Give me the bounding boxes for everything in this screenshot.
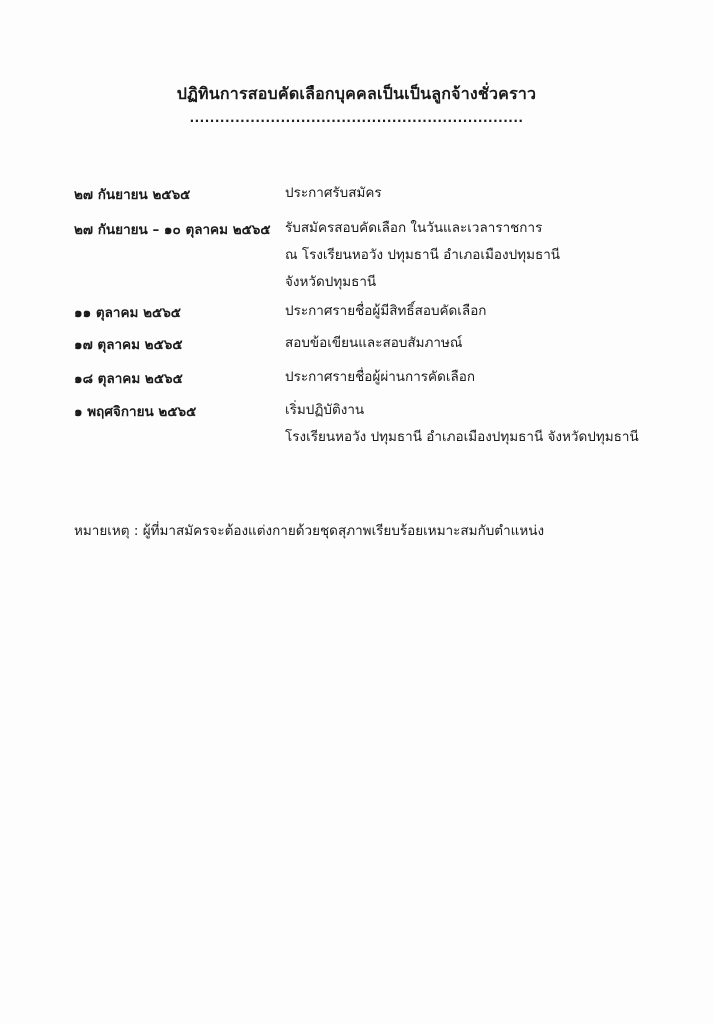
description-line: สอบข้อเขียนและสอบสัมภาษณ์ <box>285 335 463 351</box>
schedule-date: ๒๗ กันยายน – ๑๐ ตุลาคม ๒๕๖๕ <box>74 222 271 238</box>
schedule-description <box>285 183 382 210</box>
schedule-description <box>285 218 560 299</box>
description-line: รับสมัครสอบคัดเลือก ในวันและเวลาราชการ <box>285 220 543 236</box>
description-line: ณ โรงเรียนหอวัง ปทุมธานี อำเภอเมืองปทุมธานี <box>285 247 561 263</box>
schedule-description <box>285 333 462 360</box>
footnote: หมายเหตุ : ผู้ที่มาสมัครจะต้องแต่งกายด้วยชุดสุภาพเรียบร้อยเหมาะสมกับตำแหน่ง <box>74 523 545 539</box>
description-line: ประกาศรับสมัคร <box>285 185 382 201</box>
description-line: จังหวัดปทุมธานี <box>285 274 377 290</box>
title-divider: .................................................................. <box>189 111 524 125</box>
description-line: เริ่มปฏิบัติงาน <box>285 402 365 418</box>
document-title: ปฏิทินการสอบคัดเลือกบุคคลเป็นเป็นลูกจ้างชั่วคราว <box>176 84 537 103</box>
schedule-description <box>285 400 639 454</box>
description-line: โรงเรียนหอวัง ปทุมธานี อำเภอเมืองปทุมธานี จังหวัดปทุมธานี <box>285 429 639 445</box>
schedule-date: ๑๘ ตุลาคม ๒๕๖๕ <box>74 371 183 387</box>
schedule-description <box>285 367 475 394</box>
schedule-date: ๒๗ กันยายน ๒๕๖๕ <box>74 187 191 203</box>
schedule-date: ๑๗ ตุลาคม ๒๕๖๕ <box>74 337 183 353</box>
schedule-date: ๑๑ ตุลาคม ๒๕๖๕ <box>74 305 181 321</box>
description-line: ประกาศรายชื่อผู้ผ่านการคัดเลือก <box>285 369 476 385</box>
schedule-date: ๑ พฤศจิกายน ๒๕๖๕ <box>74 404 197 420</box>
schedule-description <box>285 301 486 328</box>
description-line: ประกาศรายชื่อผู้มีสิทธิ์สอบคัดเลือก <box>285 303 487 319</box>
